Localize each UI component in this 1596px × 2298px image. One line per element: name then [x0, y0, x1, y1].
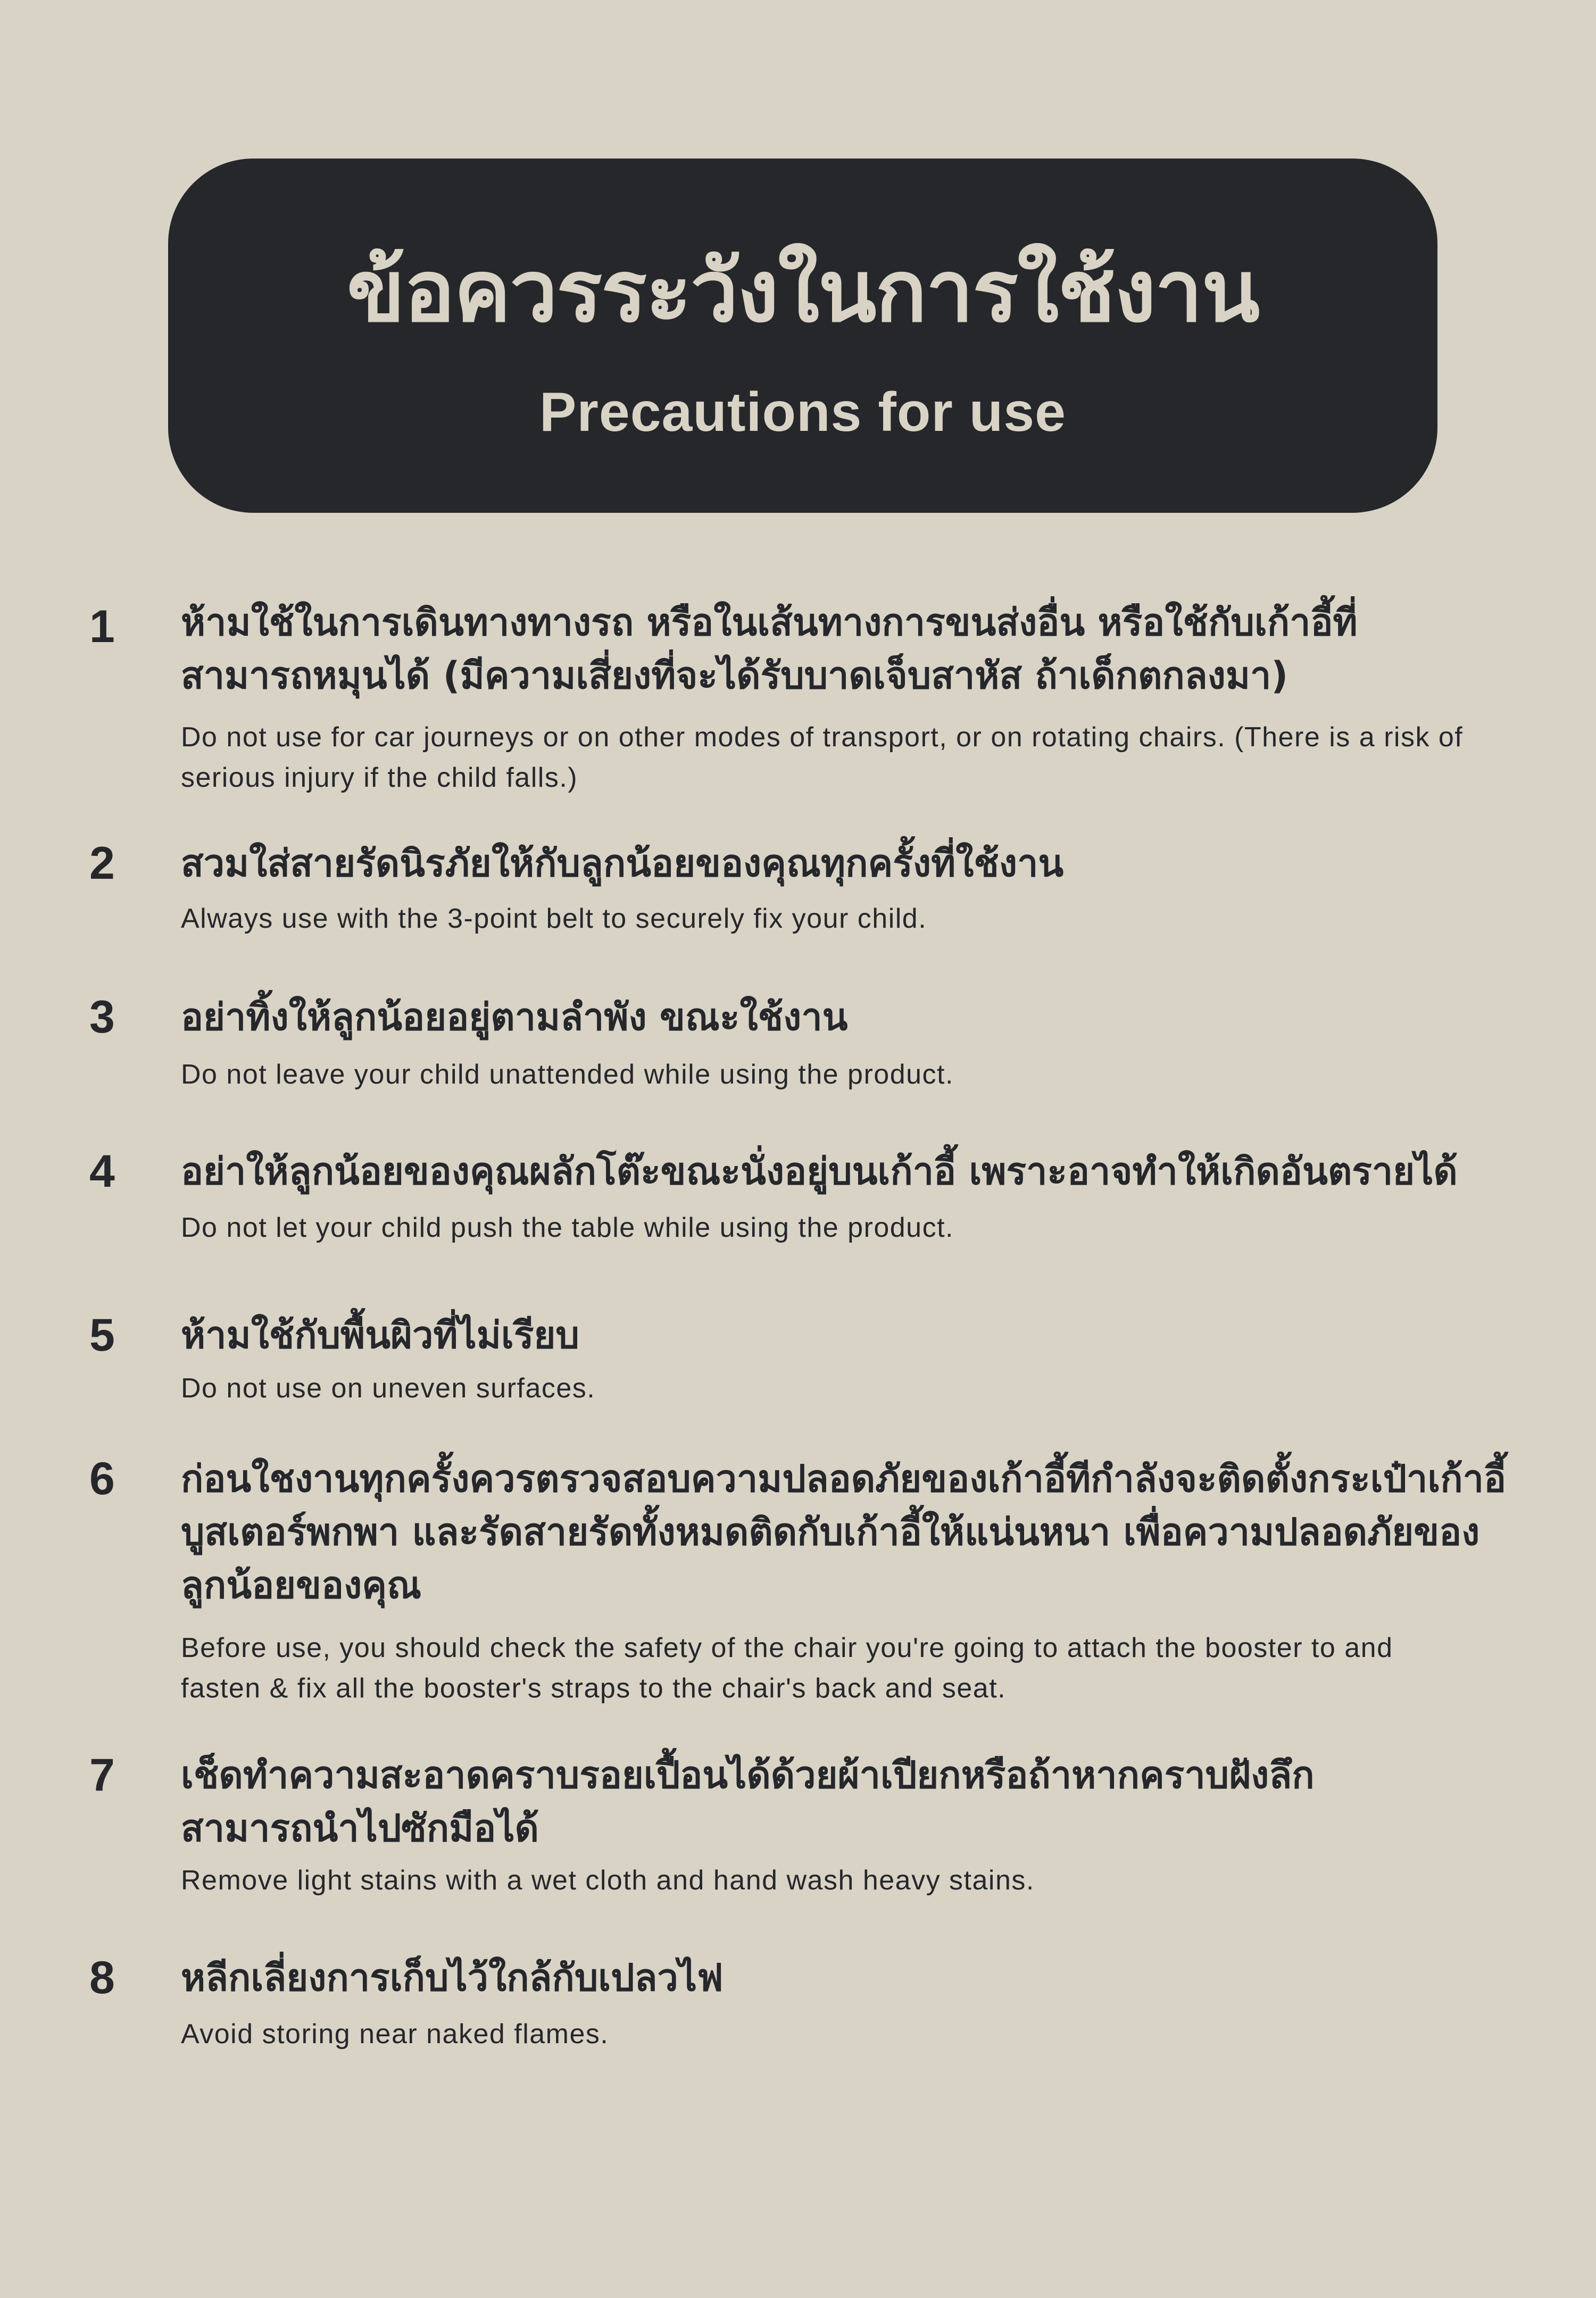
- item-english-text: Do not use for car journeys or on other modes of transport, or on rotating chairs. (There is a risk of serious injury if the child falls.): [181, 722, 1464, 793]
- item-number: 4: [89, 1146, 115, 1197]
- item-english-text: Always use with the 3-point belt to securely fix your child.: [181, 903, 927, 934]
- item-thai-text: สวมใส่สายรัดนิรภัยให้กับลูกน้อยของคุณทุกครั้งที่ใช้งาน: [181, 842, 1064, 885]
- item-number: 5: [89, 1310, 115, 1361]
- item-number: 1: [89, 601, 115, 652]
- page-subtitle: Precautions for use: [539, 381, 1066, 443]
- item-number: 3: [89, 992, 115, 1043]
- item-number: 7: [89, 1750, 115, 1801]
- item-thai-text: หลีกเลี่ยงการเก็บไว้ใกล้กับเปลวไฟ: [181, 1956, 724, 2000]
- item-english-text: Before use, you should check the safety of the chair you're going to attach the booster to and fasten & fix all the booster's straps to the chair's back and seat.: [181, 1633, 1393, 1704]
- item-english-text: Avoid storing near naked flames.: [181, 2019, 609, 2050]
- item-number: 2: [89, 838, 115, 889]
- item-thai-text: ห้ามใช้กับพื้นผิวที่ไม่เรียบ: [181, 1313, 579, 1357]
- item-english-text: Do not let your child push the table while using the product.: [181, 1212, 954, 1243]
- item-english-text: Do not leave your child unattended while using the product.: [181, 1059, 954, 1090]
- item-number: 6: [89, 1453, 115, 1504]
- item-english-text: Do not use on uneven surfaces.: [181, 1373, 596, 1404]
- page-title: ข้อควรระวังในการใช้งาน: [346, 242, 1259, 341]
- item-thai-text: เช็ดทำความสะอาดคราบรอยเปื้อนได้ด้วยผ้าเปียกหรือถ้าหากคราบฝังลึกสามารถนำไปซักมือได้: [181, 1753, 1315, 1850]
- item-thai-text: อย่าทิ้งให้ลูกน้อยอยู่ตามลำพัง ขณะใช้งาน: [181, 995, 848, 1039]
- item-english-text: Remove light stains with a wet cloth and hand wash heavy stains.: [181, 1865, 1035, 1896]
- item-number: 8: [89, 1952, 115, 2003]
- item-thai-text: ห้ามใช้ในการเดินทางทางรถ หรือในเส้นทางการขนส่งอื่น หรือใช้กับเก้าอี้ที่สามารถหมุนได้ (มีความเสี่ยงที่จะได้รับบาดเจ็บสาหัส ถ้าเด็กตกลงมา): [181, 601, 1358, 697]
- item-thai-text: อย่าให้ลูกน้อยของคุณผลักโต๊ะขณะนั่งอยู่บนเก้าอี้ เพราะอาจทำให้เกิดอันตรายได้: [181, 1150, 1458, 1193]
- item-thai-text: ก่อนใชงานทุกครั้งควรตรวจสอบความปลอดภัยของเก้าอี้ทีกำลังจะติดตั้งกระเป๋าเก้าอี้บูสเตอร์พกพา และรัดสายรัดทั้งหมดติดกับเก้าอี้ให้แน่นหนา เพื่อความปลอดภัยของลูกน้อยของคุณ: [181, 1457, 1507, 1607]
- header-banner: [168, 159, 1437, 513]
